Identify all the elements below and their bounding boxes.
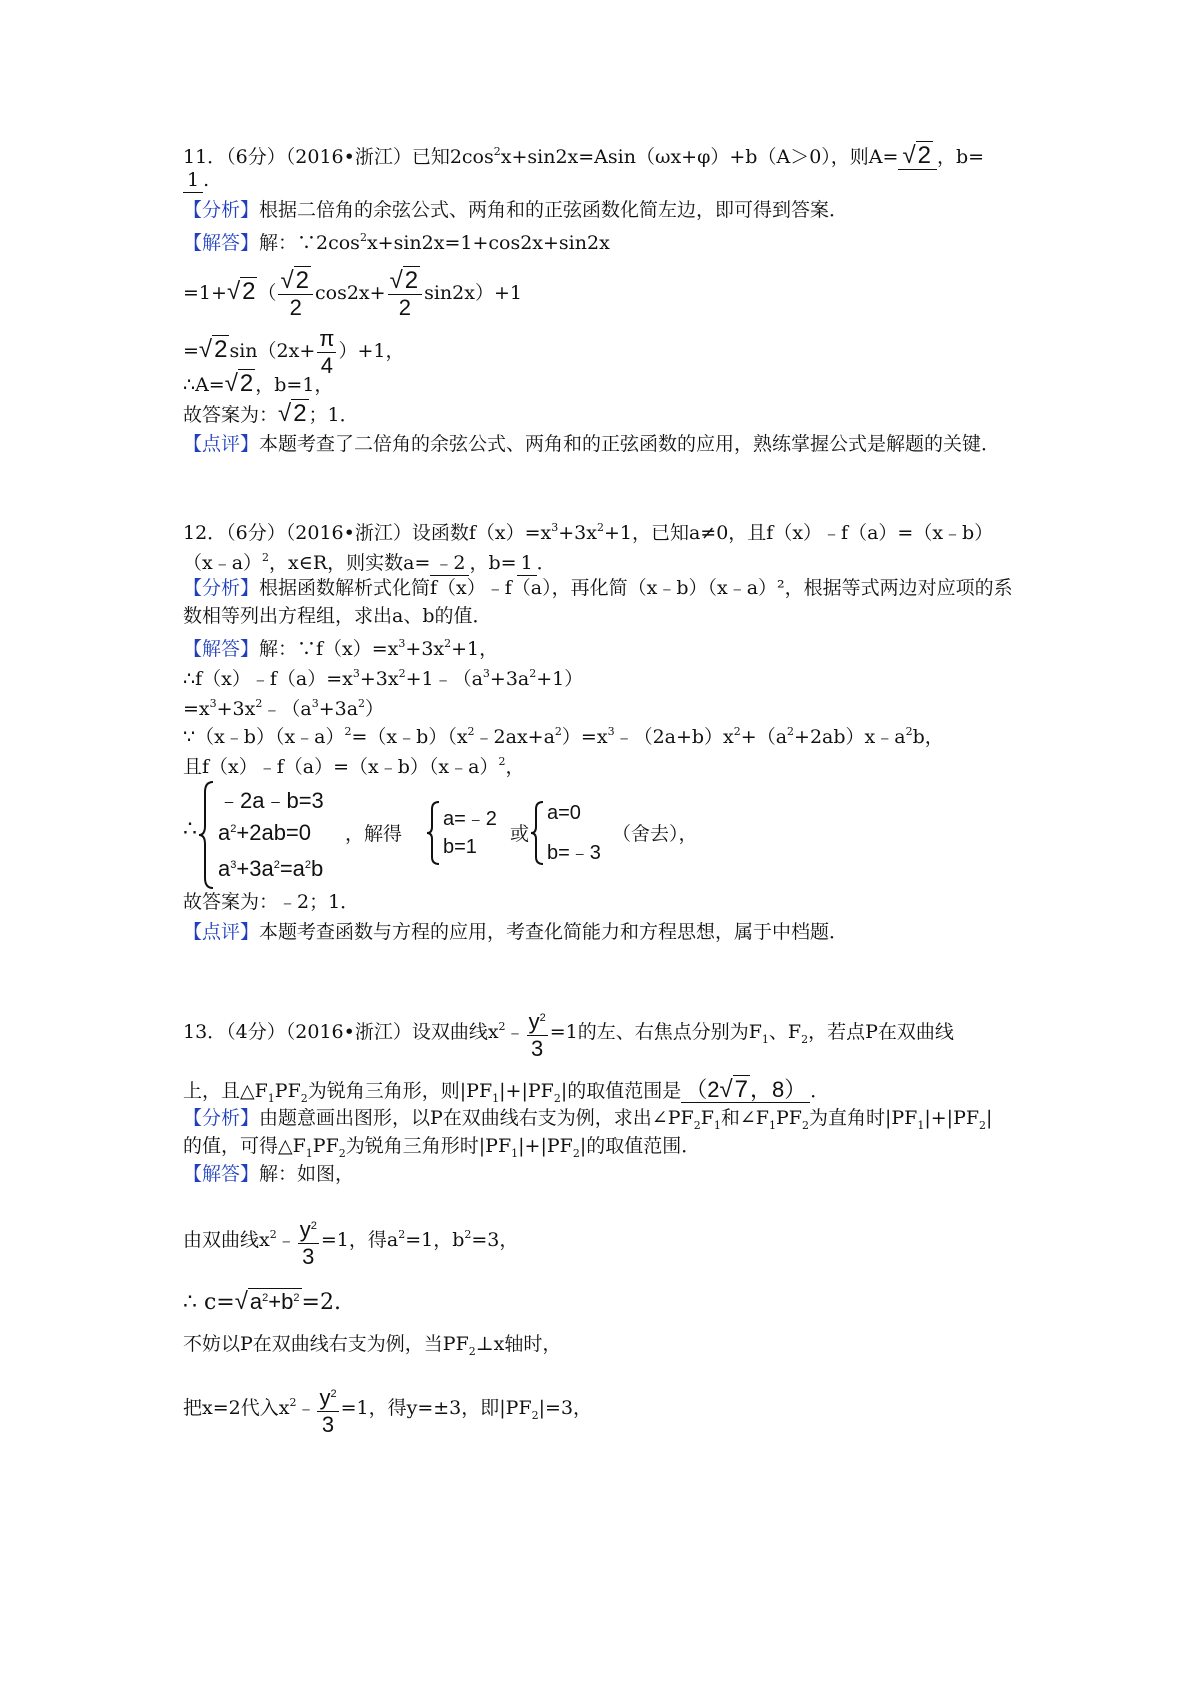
p12-answer: 故答案为：﹣2；1．: [183, 891, 360, 913]
p12-sol1-a: a=﹣2: [443, 808, 497, 830]
p12-blank-a: ﹣2: [430, 551, 469, 576]
p12-solution-2: $\therefore f(x)﹣f(a)=x^3+3x^2+1﹣(a^3+3a^2+1)$: [183, 667, 584, 690]
p13-analysis-1: 【分析】由题意画出图形，以P在双曲线右支为例，求出$\angle PF_2F_1$和$\angle F_1PF_2$为直角时$|PF_1|+|PF_2|$: [183, 1107, 993, 1132]
p13-question-cont: 上，且$\triangle F_1PF_2$为锐角三角形，则$|PF_1|+|PF_2|$的取值范围是 （2√7，8） ．: [183, 1076, 830, 1105]
p11-blank-b: 1: [183, 168, 203, 193]
p13-question: 13．（4分）（2016•浙江）设双曲线$x^2﹣$ $\frac{y^2}{3}$ =1的左、右焦点分别为$F_1$、$F_2$，若点P在双曲线: [183, 992, 954, 1075]
p12-or-text: 或: [510, 823, 530, 845]
p11-solution-2: =1+√2 （ $\frac{√2}{2}$ cos2x+ $\frac{√2}{2}$ sin2x）+1: [183, 266, 522, 320]
p12-eq-2: $a^2+2ab=0$: [218, 820, 312, 845]
p12-analysis: 【分析】根据函数解析式化简f（x）﹣f（a），再化简（x﹣b）（x﹣a）²，根据等式两边对应项的系数相等列出方程组，求出a、b的值．: [183, 577, 1013, 627]
p11-question: 11．（6分）（2016•浙江）已知$2\cos^2x+\sin 2x=Asin(\omega x+\varphi)+b(A>0)$，则A= √2 ，b=: [183, 142, 985, 169]
p12-eq-3: $a^3+3a^2=a^2b$: [218, 856, 324, 881]
p13-solution-2: 由双曲线$x^2﹣$ $\frac{y^2}{3}$ =1，得$a^2=1$，$b^2=3$，: [183, 1200, 518, 1275]
p12-sol2-brace: [530, 800, 546, 866]
p11-solution-5: 故答案为：√2 ；1．: [183, 400, 359, 427]
p12-blank-b: 1: [517, 551, 537, 576]
p12-sol1-b: b=1: [443, 836, 477, 858]
p12-discard: （舍去），: [612, 823, 698, 845]
p11-solution-4: ∴A=√2 ，b=1，: [183, 370, 334, 397]
p13-blank-range: （2√7，8）: [681, 1078, 810, 1103]
p12-solution-4: $\because(x﹣b)(x﹣a)^2=(x﹣b)(x^2﹣2ax+a^2)=x^3﹣(2a+b)x^2+(a^2+2ab)x﹣a^2b$，: [183, 725, 944, 748]
p13-solution-4: 不妨以P在双曲线右支为例，当$PF_2\perp x$轴时，: [183, 1333, 562, 1358]
p13-solution-5: 把x=2代入$x^2﹣$ $\frac{y^2}{3}$ =1，得y=±3，即$|PF_2|=3$，: [183, 1368, 592, 1451]
p12-question: 12．（6分）（2016•浙江）设函数$f(x)=x^3+3x^2+1$，已知a≠0，且f（x）﹣f（a）=（x﹣b）: [183, 521, 994, 544]
p13-solution-3: ∴ $c=√a^2+b^2=2$.: [183, 1288, 341, 1315]
p12-sol1-brace: [426, 800, 442, 866]
p11-question-cont: 1 .: [183, 168, 209, 193]
p12-question-cont: （x﹣a）$^2$，x∈R，则实数a= ﹣2 ，b= 1 ．: [183, 551, 556, 574]
p11-comment: 【点评】本题考查了二倍角的余弦公式、两角和的正弦函数的应用，熟练掌握公式是解题的关键．: [183, 433, 1001, 455]
p12-sol2-a: a=0: [547, 802, 581, 824]
p12-system-brace: [197, 780, 217, 890]
p13-analysis-2: 的值，可得$\triangle F_1PF_2$为锐角三角形时$|PF_1|+|PF_2|$的取值范围．: [183, 1135, 701, 1160]
p12-solution-1: 【解答】解：$\because f(x)=x^3+3x^2+1$，: [183, 637, 499, 660]
p12-solve-text: ，解得: [345, 823, 403, 845]
p12-solution-3: $=x^3+3x^2﹣(a^3+3a^2)$: [183, 697, 385, 720]
p12-comment: 【点评】本题考查函数与方程的应用，考查化简能力和方程思想，属于中档题．: [183, 921, 849, 943]
p11-blank-a: √2: [898, 144, 937, 170]
p12-sol2-b: b=﹣3: [547, 842, 601, 864]
p12-solution-5: 且f（x）﹣f（a）=（x﹣b）（x﹣a）$^2$，: [183, 755, 525, 778]
p12-eq-1: ﹣2a﹣b=3: [218, 788, 324, 813]
p12-therefore: ∴: [183, 817, 197, 842]
p11-solution-1: 【解答】解：$\because 2\cos^2x+\sin 2x=1+\cos 2x+\sin 2x$: [183, 231, 610, 254]
p11-analysis: 【分析】根据二倍角的余弦公式、两角和的正弦函数化简左边，即可得到答案．: [183, 199, 849, 221]
p11-solution-3: =√2 sin（2x+ $\frac{\pi}{4}$ ）+1，: [183, 325, 405, 378]
p13-solution-1: 【解答】解：如图，: [183, 1163, 355, 1185]
